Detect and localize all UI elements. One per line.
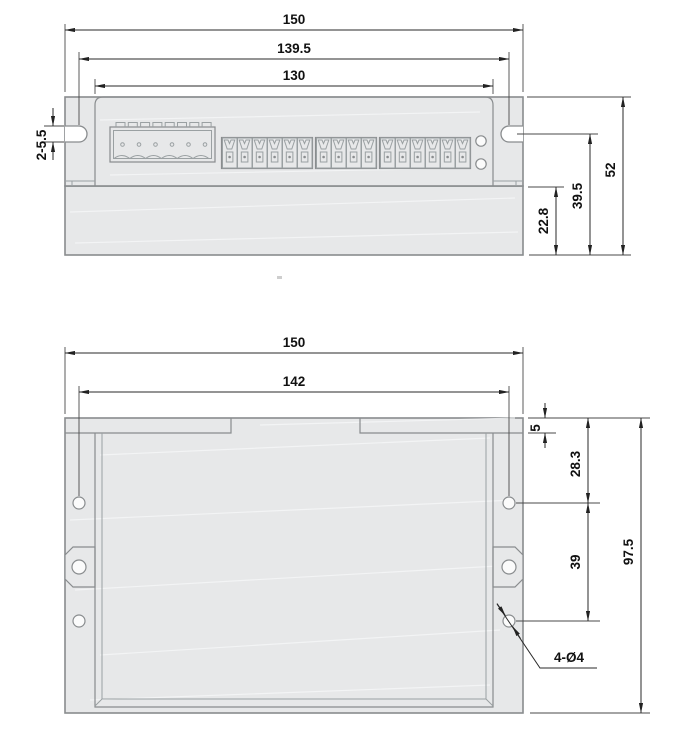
dim-front-slot-height: 39.5 [570, 182, 585, 210]
dim-front-overall-height: 52 [603, 162, 618, 178]
dim-top-lip-depth: 5 [528, 424, 543, 432]
mounting-hole-left-bottom [73, 615, 85, 627]
mounting-slot-left [65, 126, 87, 142]
led-hole-top [476, 136, 486, 146]
dim-top-edge-to-hole: 28.3 [568, 450, 583, 478]
dim-top-hole-span: 142 [282, 374, 306, 389]
dim-front-base-height: 22.8 [536, 207, 551, 235]
mounting-hole-left-middle [72, 560, 86, 574]
mounting-hole-right-top [503, 497, 515, 509]
mounting-plate [65, 418, 523, 713]
mounting-hole-right-middle [502, 560, 516, 574]
dim-front-overall-width: 150 [282, 12, 306, 27]
dim-top-overall-width: 150 [282, 335, 306, 350]
mounting-hole-left-top [73, 497, 85, 509]
front-view [65, 97, 523, 255]
dim-top-hole-callout: 4-Ø4 [553, 650, 585, 665]
top-view [65, 418, 523, 713]
dim-front-slot-size: 2-5.5 [34, 129, 49, 161]
scan-speck [277, 276, 282, 279]
dim-front-body-width: 130 [282, 68, 306, 83]
dim-top-hole-pitch: 39 [568, 554, 583, 570]
led-hole-bottom [476, 159, 486, 169]
dim-top-overall-height: 97.5 [621, 538, 636, 566]
base-heatsink [65, 186, 523, 255]
dim-front-slot-span: 139.5 [277, 41, 311, 56]
